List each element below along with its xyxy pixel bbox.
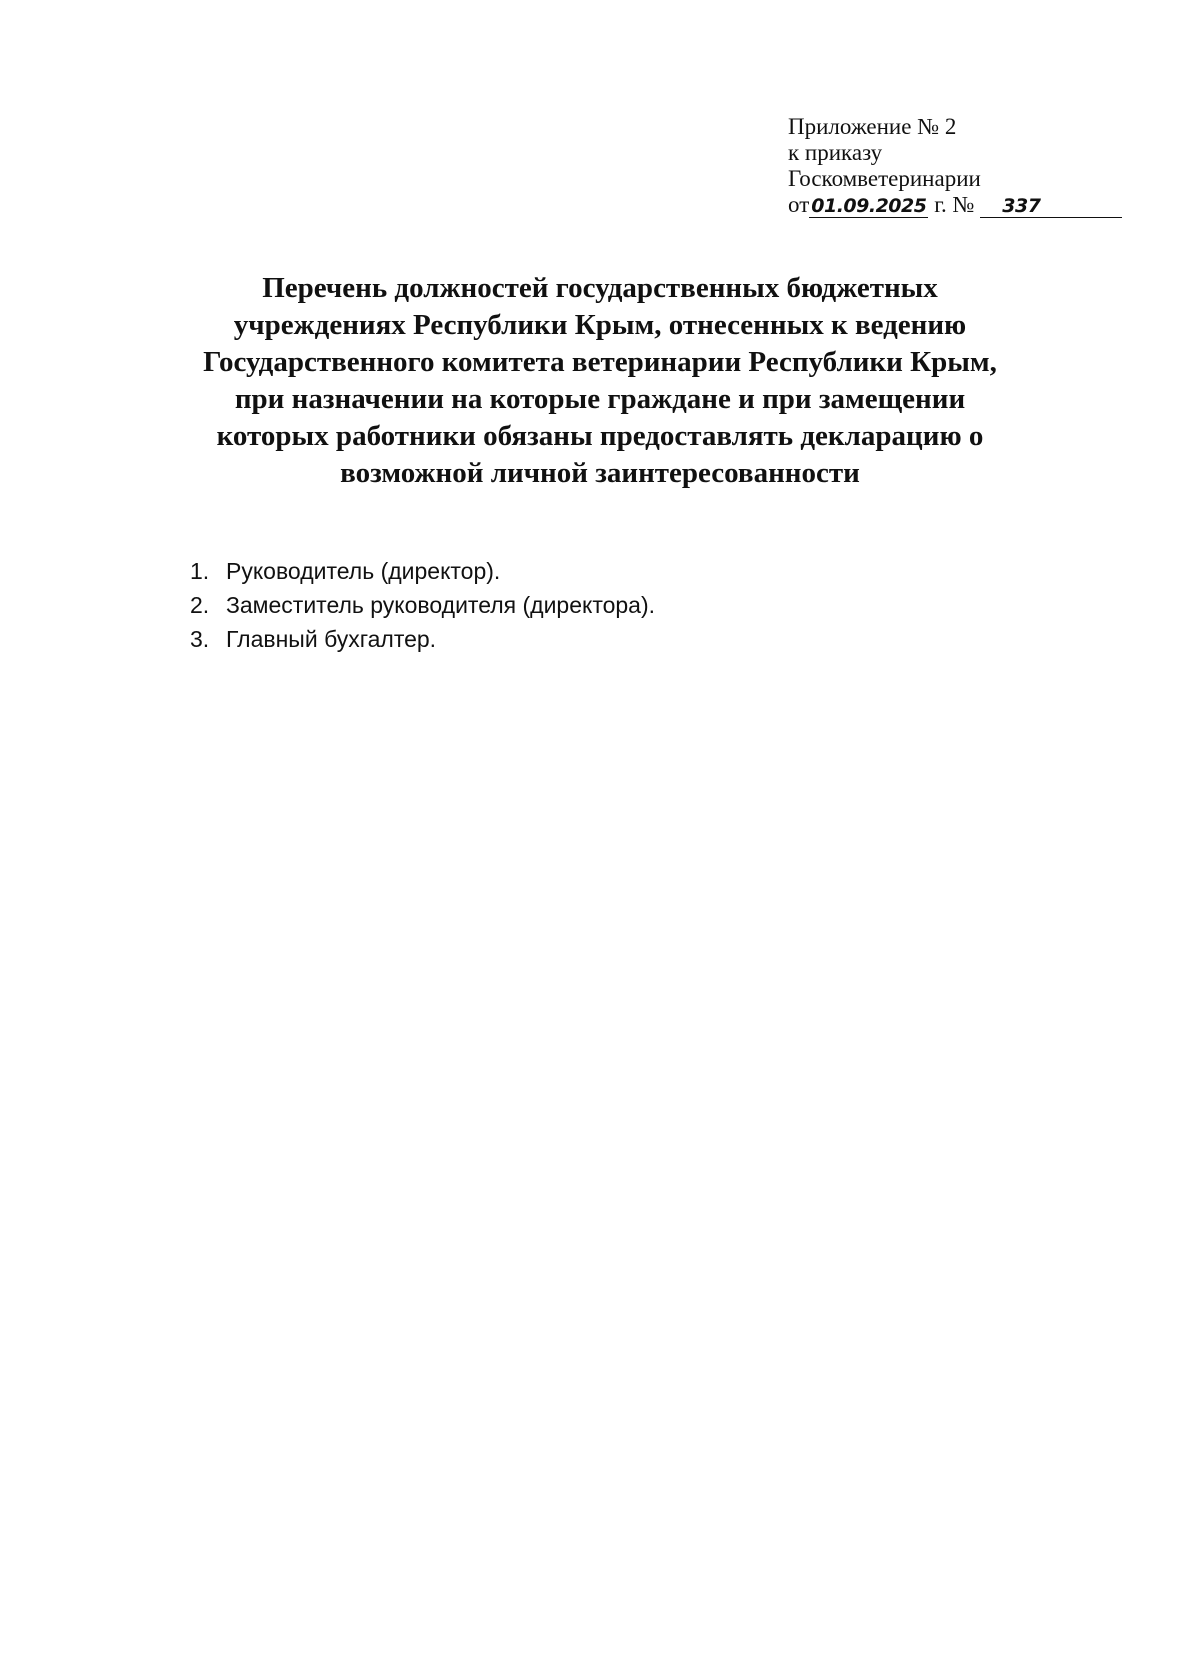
date-prefix: от bbox=[788, 192, 810, 217]
order-date-number-line bbox=[788, 192, 1088, 218]
title-line: Перечень должностей государственных бюджетных bbox=[262, 272, 938, 304]
document-title bbox=[150, 270, 1050, 492]
appendix-to-order: к приказу bbox=[788, 140, 883, 165]
appendix-block bbox=[788, 114, 1088, 218]
list-item-number: 2. bbox=[190, 592, 210, 618]
positions-list bbox=[190, 554, 990, 656]
number-prefix: № bbox=[952, 192, 975, 217]
list-item-number: 1. bbox=[190, 558, 210, 584]
title-line: учреждениях Республики Крым, отнесенных к ведению bbox=[233, 309, 967, 341]
title-line: возможной личной заинтересованности bbox=[340, 457, 860, 489]
list-item-text: Руководитель (директор). bbox=[226, 558, 501, 584]
title-line: при назначении на которые граждане и при замещении bbox=[234, 383, 966, 415]
appendix-number: Приложение № 2 bbox=[788, 114, 957, 139]
list-item-text: Заместитель руководителя (директора). bbox=[226, 592, 656, 618]
list-item-text: Главный бухгалтер. bbox=[226, 626, 437, 652]
list-item bbox=[190, 622, 990, 656]
title-line: Государственного комитета ветеринарии Республики Крым, bbox=[203, 346, 997, 378]
appendix-issuer: Госкомветеринарии bbox=[788, 166, 981, 191]
list-item bbox=[190, 588, 990, 622]
order-number-handwritten: 337 bbox=[980, 195, 1122, 218]
list-item-number: 3. bbox=[190, 626, 210, 652]
year-suffix: г. bbox=[934, 192, 947, 217]
title-line: которых работники обязаны предоставлять декларацию о bbox=[216, 420, 984, 452]
order-date-handwritten: 01.09.2025 bbox=[811, 195, 927, 217]
list-item bbox=[190, 554, 990, 588]
